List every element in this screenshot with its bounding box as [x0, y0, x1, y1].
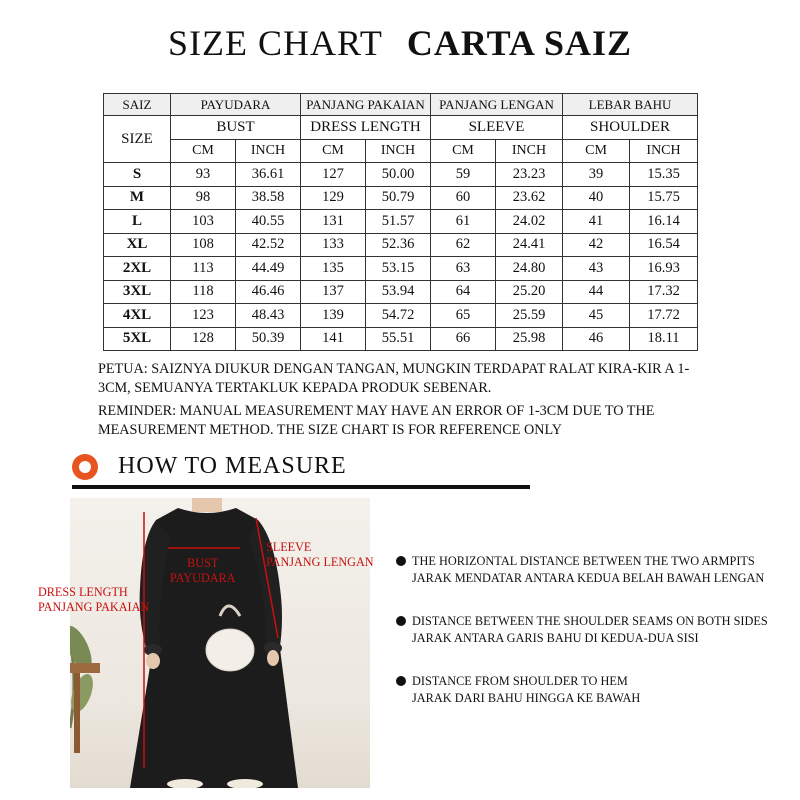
bullet-icon — [396, 616, 406, 626]
table-row — [104, 163, 698, 187]
value-cell: 25.20 — [496, 280, 563, 304]
value-cell: 60 — [431, 186, 496, 210]
table-row — [104, 233, 698, 257]
value-cell: 15.75 — [630, 186, 698, 210]
bullet-icon — [396, 556, 406, 566]
value-cell: 61 — [431, 210, 496, 234]
value-cell: 16.54 — [630, 233, 698, 257]
value-cell: 53.94 — [366, 280, 431, 304]
page-title — [0, 22, 800, 64]
value-cell: 15.35 — [630, 163, 698, 187]
value-cell: 135 — [301, 257, 366, 281]
note-petua: PETUA: SAIZNYA DIUKUR DENGAN TANGAN, MUNGKIN TERDAPAT RALAT KIRA-KIR A 1-3CM, SEMUANYA TERTAKLUK KEPADA PRODUK SEBENAR. — [98, 361, 690, 396]
header-lebar-bahu: LEBAR BAHU — [563, 94, 698, 116]
value-cell: 44 — [563, 280, 630, 304]
unit-cell: CM — [171, 139, 236, 163]
size-chart-table — [103, 93, 698, 351]
value-cell: 36.61 — [236, 163, 301, 187]
size-cell: 2XL — [104, 257, 171, 281]
value-cell: 24.02 — [496, 210, 563, 234]
value-cell: 45 — [563, 304, 630, 328]
value-cell: 17.32 — [630, 280, 698, 304]
dress-length-label: DRESS LENGTH PANJANG PAKAIAN — [38, 585, 150, 614]
value-cell: 48.43 — [236, 304, 301, 328]
section-divider — [72, 485, 530, 489]
value-cell: 18.11 — [630, 327, 698, 351]
size-cell: 4XL — [104, 304, 171, 328]
header-sleeve: SLEEVE — [431, 116, 563, 140]
unit-cell: INCH — [366, 139, 431, 163]
instruction-shoulder: DISTANCE BETWEEN THE SHOULDER SEAMS ON BOTH SIDES JARAK ANTARA GARIS BAHU DI KEDUA-DUA SISI — [396, 613, 796, 647]
value-cell: 46.46 — [236, 280, 301, 304]
value-cell: 25.98 — [496, 327, 563, 351]
value-cell: 42 — [563, 233, 630, 257]
unit-header-row — [104, 139, 698, 163]
size-cell: M — [104, 186, 171, 210]
table-row — [104, 280, 698, 304]
header-panjang-pakaian: PANJANG PAKAIAN — [301, 94, 431, 116]
header-size: SIZE — [104, 116, 171, 163]
table-row — [104, 257, 698, 281]
value-cell: 129 — [301, 186, 366, 210]
value-cell: 16.93 — [630, 257, 698, 281]
value-cell: 39 — [563, 163, 630, 187]
value-cell: 38.58 — [236, 186, 301, 210]
malay-header-row — [104, 94, 698, 116]
value-cell: 23.23 — [496, 163, 563, 187]
notes — [98, 360, 718, 444]
size-cell: L — [104, 210, 171, 234]
table-row — [104, 210, 698, 234]
english-header-row — [104, 116, 698, 140]
value-cell: 40 — [563, 186, 630, 210]
value-cell: 127 — [301, 163, 366, 187]
value-cell: 16.14 — [630, 210, 698, 234]
how-to-measure-header — [72, 452, 532, 486]
header-payudara: PAYUDARA — [171, 94, 301, 116]
value-cell: 52.36 — [366, 233, 431, 257]
instruction-dress-length: DISTANCE FROM SHOULDER TO HEM JARAK DARI BAHU HINGGA KE BAWAH — [396, 673, 796, 707]
unit-cell: CM — [431, 139, 496, 163]
table-row — [104, 327, 698, 351]
value-cell: 50.79 — [366, 186, 431, 210]
value-cell: 98 — [171, 186, 236, 210]
unit-cell: CM — [301, 139, 366, 163]
title-malay: CARTA SAIZ — [406, 23, 632, 63]
header-bust: BUST — [171, 116, 301, 140]
value-cell: 25.59 — [496, 304, 563, 328]
value-cell: 54.72 — [366, 304, 431, 328]
bust-label: BUST PAYUDARA — [170, 556, 236, 585]
value-cell: 141 — [301, 327, 366, 351]
ring-icon — [72, 454, 98, 480]
header-panjang-lengan: PANJANG LENGAN — [431, 94, 563, 116]
value-cell: 24.80 — [496, 257, 563, 281]
value-cell: 113 — [171, 257, 236, 281]
value-cell: 118 — [171, 280, 236, 304]
value-cell: 17.72 — [630, 304, 698, 328]
value-cell: 44.49 — [236, 257, 301, 281]
value-cell: 128 — [171, 327, 236, 351]
value-cell: 139 — [301, 304, 366, 328]
measurement-instructions — [396, 553, 796, 707]
value-cell: 123 — [171, 304, 236, 328]
value-cell: 137 — [301, 280, 366, 304]
header-dress-length: DRESS LENGTH — [301, 116, 431, 140]
value-cell: 65 — [431, 304, 496, 328]
value-cell: 64 — [431, 280, 496, 304]
value-cell: 23.62 — [496, 186, 563, 210]
value-cell: 55.51 — [366, 327, 431, 351]
instruction-bust: THE HORIZONTAL DISTANCE BETWEEN THE TWO ARMPITS JARAK MENDATAR ANTARA KEDUA BELAH BAWAH LENGAN — [396, 553, 796, 587]
value-cell: 51.57 — [366, 210, 431, 234]
value-cell: 40.55 — [236, 210, 301, 234]
bullet-icon — [396, 676, 406, 686]
value-cell: 93 — [171, 163, 236, 187]
unit-cell: INCH — [496, 139, 563, 163]
value-cell: 108 — [171, 233, 236, 257]
size-cell: 3XL — [104, 280, 171, 304]
value-cell: 63 — [431, 257, 496, 281]
size-cell: 5XL — [104, 327, 171, 351]
value-cell: 50.39 — [236, 327, 301, 351]
value-cell: 133 — [301, 233, 366, 257]
header-shoulder: SHOULDER — [563, 116, 698, 140]
value-cell: 59 — [431, 163, 496, 187]
value-cell: 103 — [171, 210, 236, 234]
value-cell: 43 — [563, 257, 630, 281]
value-cell: 66 — [431, 327, 496, 351]
value-cell: 50.00 — [366, 163, 431, 187]
unit-cell: INCH — [236, 139, 301, 163]
sleeve-label: SLEEVE PANJANG LENGAN — [266, 540, 374, 569]
value-cell: 41 — [563, 210, 630, 234]
value-cell: 53.15 — [366, 257, 431, 281]
unit-cell: CM — [563, 139, 630, 163]
note-reminder: REMINDER: MANUAL MEASUREMENT MAY HAVE AN ERROR OF 1-3CM DUE TO THE MEASUREMENT METHOD. THE SIZE CHART IS FOR REFERENCE ONLY — [98, 403, 655, 438]
header-saiz: SAIZ — [104, 94, 171, 116]
value-cell: 62 — [431, 233, 496, 257]
size-cell: S — [104, 163, 171, 187]
table-row — [104, 304, 698, 328]
table-row — [104, 186, 698, 210]
title-english: SIZE CHART — [168, 23, 383, 63]
value-cell: 42.52 — [236, 233, 301, 257]
size-cell: XL — [104, 233, 171, 257]
value-cell: 131 — [301, 210, 366, 234]
unit-cell: INCH — [630, 139, 698, 163]
how-to-measure-title: HOW TO MEASURE — [118, 453, 347, 479]
value-cell: 46 — [563, 327, 630, 351]
value-cell: 24.41 — [496, 233, 563, 257]
